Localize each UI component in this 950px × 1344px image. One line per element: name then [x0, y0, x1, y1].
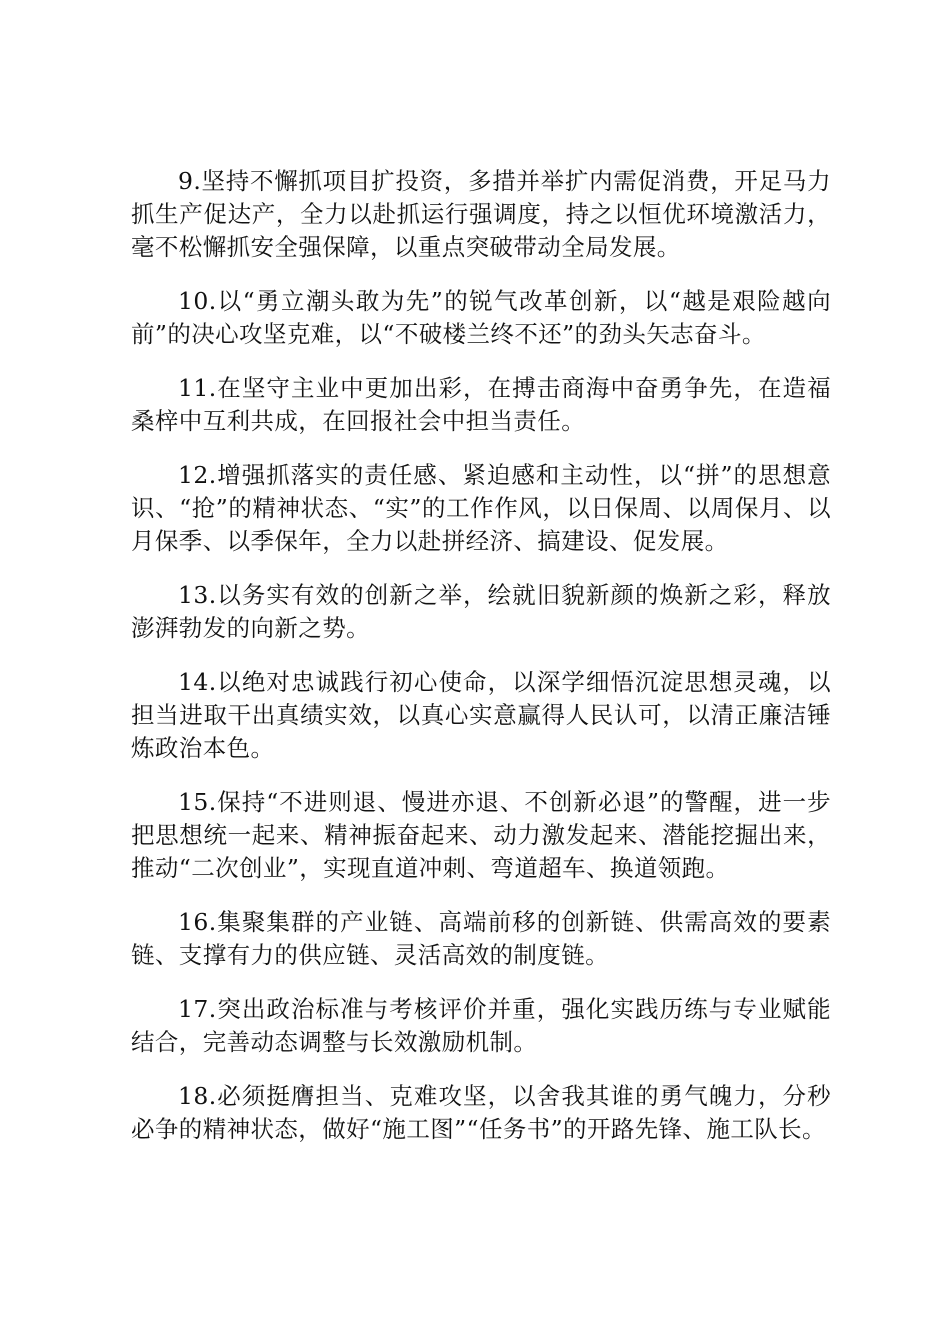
paragraph-15: 15.保持“不进则退、慢进亦退、不创新必退”的警醒，进一步把思想统一起来、精神振奋起来、动力激发起来、潜能挖掘出来，推动“二次创业”，实现直道冲刺、弯道超车、换道领跑。: [131, 788, 831, 882]
paragraph-18: 18.必须挺膺担当、克难攻坚，以舍我其谁的勇气魄力，分秒必争的精神状态，做好“施工图”“任务书”的开路先锋、施工队长。: [131, 1082, 831, 1143]
paragraph-16: 16.集聚集群的产业链、高端前移的创新链、供需高效的要素链、支撑有力的供应链、灵活高效的制度链。: [131, 908, 831, 969]
paragraph-10: 10.以“勇立潮头敢为先”的锐气改革创新，以“越是艰险越向前”的决心攻坚克难，以“不破楼兰终不还”的劲头矢志奋斗。: [131, 287, 831, 348]
paragraph-9: 9.坚持不懈抓项目扩投资，多措并举扩内需促消费，开足马力抓生产促达产，全力以赴抓运行强调度，持之以恒优环境激活力，毫不松懈抓安全强保障，以重点突破带动全局发展。: [131, 167, 831, 261]
paragraph-12: 12.增强抓落实的责任感、紧迫感和主动性，以“拼”的思想意识、“抢”的精神状态、“实”的工作作风，以日保周、以周保月、以月保季、以季保年，全力以赴拼经济、搞建设、促发展。: [131, 461, 831, 555]
document-body: [131, 165, 831, 1167]
paragraph-17: 17.突出政治标准与考核评价并重，强化实践历练与专业赋能结合，完善动态调整与长效激励机制。: [131, 995, 831, 1056]
paragraph-11: 11.在坚守主业中更加出彩，在搏击商海中奋勇争先，在造福桑梓中互利共成，在回报社会中担当责任。: [131, 374, 831, 435]
paragraph-13: 13.以务实有效的创新之举，绘就旧貌新颜的焕新之彩，释放澎湃勃发的向新之势。: [131, 581, 831, 642]
paragraph-14: 14.以绝对忠诚践行初心使命，以深学细悟沉淀思想灵魂，以担当进取干出真绩实效，以真心实意赢得人民认可，以清正廉洁锤炼政治本色。: [131, 668, 831, 762]
